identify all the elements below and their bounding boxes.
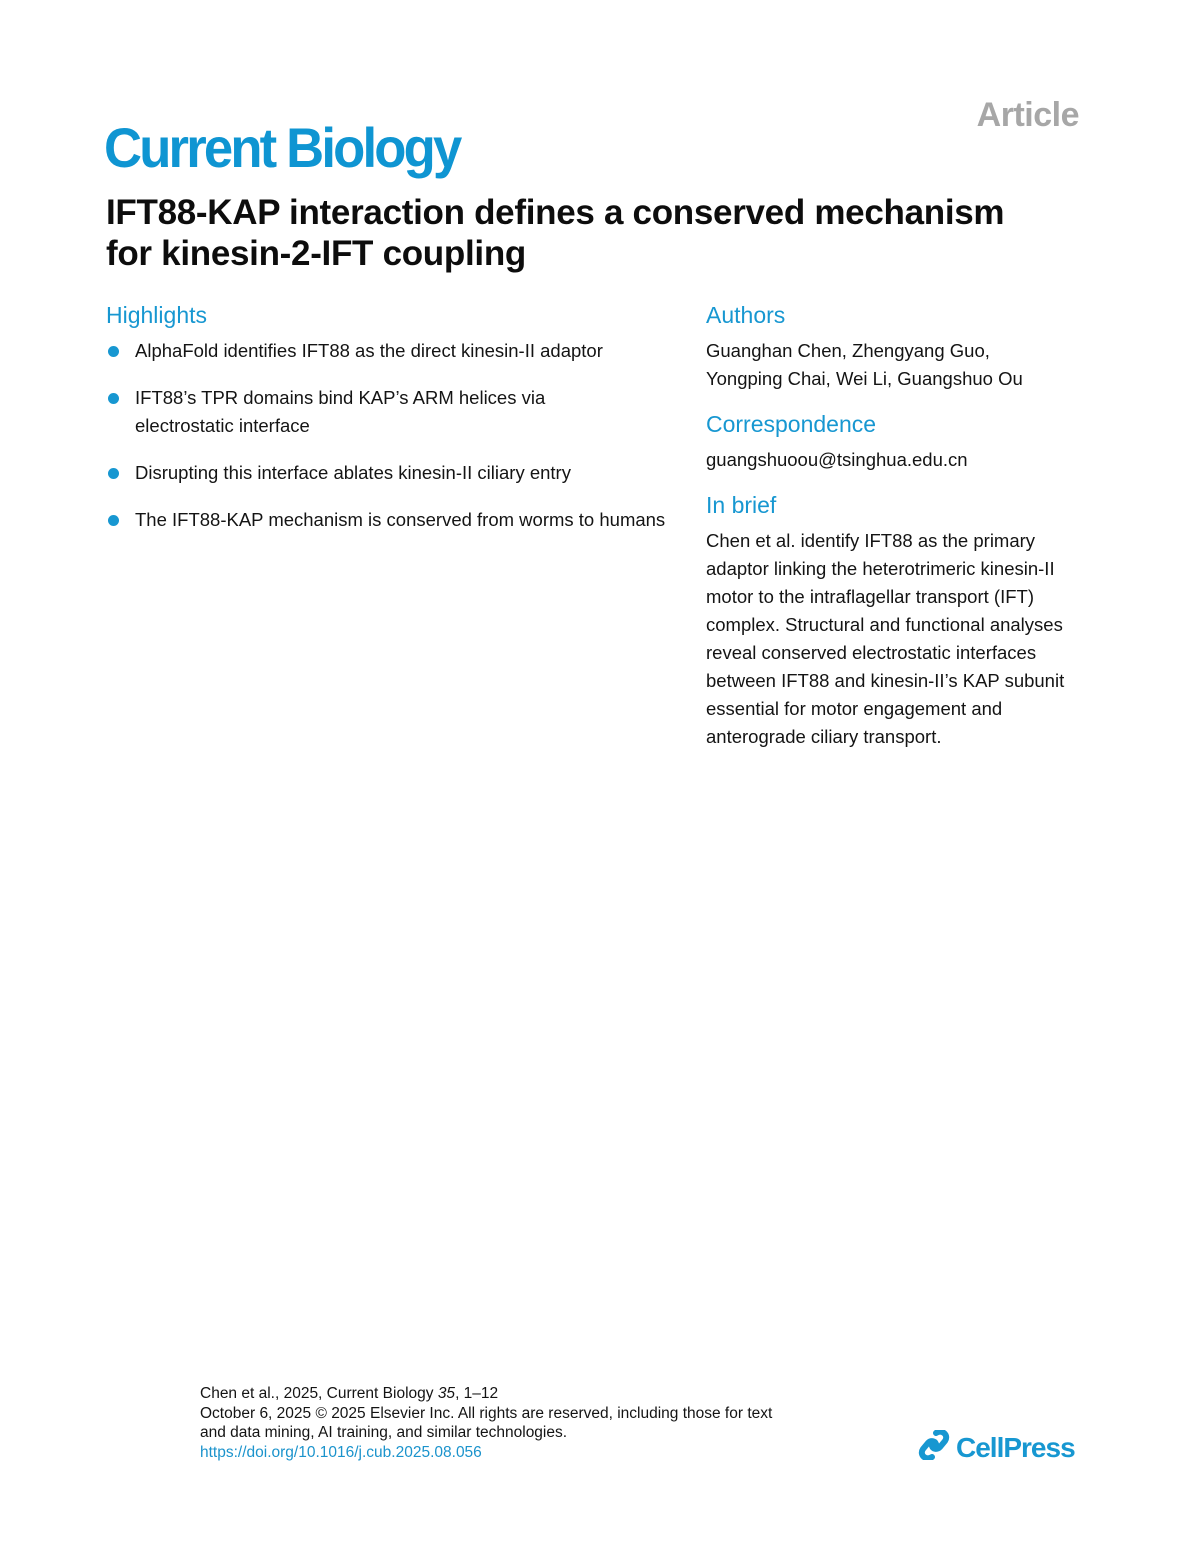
authors-list: Guanghan Chen, Zhengyang Guo, Yongping Chai, Wei Li, Guangshuo Ou (706, 340, 1023, 389)
citation-pages: , 1–12 (455, 1385, 499, 1402)
paper-title: IFT88-KAP interaction defines a conserved mechanism for kinesin-2-IFT coupling (106, 193, 1005, 273)
bullet-icon (108, 468, 119, 479)
bullet-icon (108, 393, 119, 404)
correspondence-email[interactable]: guangshuoou@tsinghua.edu.cn (706, 449, 968, 470)
sidebar-info (706, 301, 1096, 768)
highlight-item (106, 384, 635, 440)
in-brief-heading: In brief (706, 492, 777, 518)
citation-text: Chen et al., 2025, Current Biology (200, 1385, 438, 1402)
bullet-icon (108, 346, 119, 357)
highlight-text: The IFT88-KAP mechanism is conserved from worms to humans (135, 509, 666, 530)
highlights-section (106, 301, 686, 553)
in-brief-section (706, 491, 1096, 751)
doi-link[interactable]: https://doi.org/10.1016/j.cub.2025.08.056 (200, 1443, 482, 1461)
authors-heading: Authors (706, 302, 786, 328)
highlight-text: Disrupting this interface ablates kinesin-II ciliary entry (135, 462, 571, 483)
highlight-item (106, 459, 686, 487)
bullet-icon (108, 515, 119, 526)
highlight-text: IFT88’s TPR domains bind KAP’s ARM helices via electrostatic interface (135, 387, 546, 436)
cellpress-logo (918, 1430, 1075, 1465)
highlights-list (106, 337, 686, 534)
authors-section (706, 301, 1096, 393)
cellpress-logo-icon (918, 1430, 950, 1465)
highlight-item (106, 506, 670, 534)
journal-name: Current Biology (104, 116, 460, 179)
copyright-text: October 6, 2025 © 2025 Elsevier Inc. All rights are reserved, including those for text and data mining, AI training, and similar technologies. (200, 1404, 773, 1441)
citation-volume: 35 (437, 1385, 456, 1402)
citation-footer (200, 1384, 840, 1462)
correspondence-heading: Correspondence (706, 411, 877, 437)
highlights-heading: Highlights (106, 302, 207, 328)
citation-line (200, 1384, 840, 1404)
cellpress-wordmark: CellPress (956, 1431, 1075, 1463)
in-brief-text: Chen et al. identify IFT88 as the primary adaptor linking the heterotrimeric kinesin-II motor to the intraflagellar transport (IFT) complex. Structural and functional analyses reveal conserved electrostatic interfaces between IFT88 and kinesin-II’s KAP subunit essential for motor engagement and anterograde ciliary transport. (706, 530, 1065, 747)
article-type-label: Article (976, 96, 1079, 134)
correspondence-section (706, 410, 1096, 474)
highlight-text: AlphaFold identifies IFT88 as the direct kinesin-II adaptor (135, 340, 603, 361)
highlight-item (106, 337, 686, 365)
